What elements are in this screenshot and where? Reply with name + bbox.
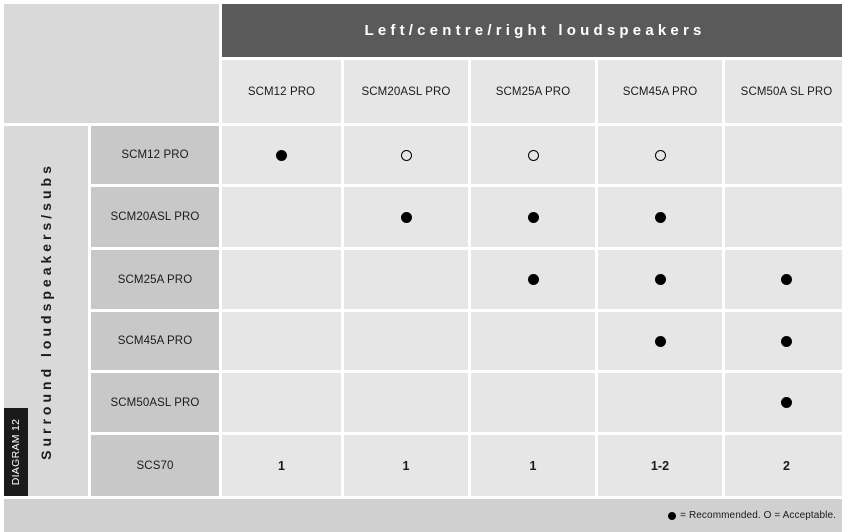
filled-circle-icon bbox=[528, 274, 539, 285]
column-header: SCM12 PRO bbox=[222, 60, 341, 123]
matrix-cell bbox=[725, 312, 842, 370]
filled-circle-icon bbox=[276, 150, 287, 161]
filled-circle-icon bbox=[655, 212, 666, 223]
column-header: SCM20ASL PRO bbox=[344, 60, 468, 123]
recommended-icon bbox=[668, 512, 676, 520]
table-corner bbox=[4, 4, 219, 123]
matrix-cell bbox=[471, 126, 595, 184]
matrix-cell bbox=[222, 373, 341, 432]
quantity-value: 1 bbox=[277, 458, 286, 473]
matrix-cell bbox=[222, 312, 341, 370]
row-header: SCM20ASL PRO bbox=[91, 187, 219, 247]
quantity-value: 1 bbox=[402, 458, 410, 473]
matrix-cell bbox=[344, 312, 468, 370]
diagram-label: DIAGRAM 12 bbox=[10, 418, 22, 486]
column-group-title: Left/centre/right loudspeakers bbox=[222, 4, 842, 57]
filled-circle-icon bbox=[781, 336, 792, 347]
matrix-cell bbox=[598, 250, 722, 309]
filled-circle-icon bbox=[401, 212, 412, 223]
filled-circle-icon bbox=[655, 274, 666, 285]
matrix-cell bbox=[222, 250, 341, 309]
matrix-cell bbox=[725, 435, 842, 496]
row-header: SCM25A PRO bbox=[91, 250, 219, 309]
row-header: SCM45A PRO bbox=[91, 312, 219, 370]
diagram-label-tab bbox=[4, 408, 28, 496]
matrix-cell bbox=[725, 250, 842, 309]
column-header: SCM25A PRO bbox=[471, 60, 595, 123]
matrix-cell bbox=[222, 126, 341, 184]
matrix-cell bbox=[598, 187, 722, 247]
compatibility-table bbox=[4, 4, 838, 527]
quantity-value: 1 bbox=[529, 458, 537, 473]
matrix-cell bbox=[471, 373, 595, 432]
matrix-cell bbox=[471, 312, 595, 370]
matrix-cell bbox=[344, 435, 468, 496]
open-circle-icon bbox=[528, 150, 539, 161]
filled-circle-icon bbox=[655, 336, 666, 347]
matrix-cell bbox=[222, 187, 341, 247]
filled-circle-icon bbox=[781, 274, 792, 285]
matrix-cell bbox=[598, 435, 722, 496]
legend-text: = Recommended. O = Acceptable. bbox=[680, 510, 836, 521]
row-header: SCM50ASL PRO bbox=[91, 373, 219, 432]
row-header: SCS70 bbox=[91, 435, 219, 496]
matrix-cell bbox=[344, 187, 468, 247]
matrix-cell bbox=[725, 126, 842, 184]
matrix-cell bbox=[471, 435, 595, 496]
filled-circle-icon bbox=[528, 212, 539, 223]
quantity-value: 2 bbox=[782, 458, 791, 473]
open-circle-icon bbox=[655, 150, 666, 161]
matrix-cell bbox=[222, 435, 341, 496]
matrix-cell bbox=[725, 187, 842, 247]
matrix-cell bbox=[725, 373, 842, 432]
column-header: SCM50A SL PRO bbox=[725, 60, 842, 123]
column-header: SCM45A PRO bbox=[598, 60, 722, 123]
matrix-cell bbox=[344, 373, 468, 432]
matrix-cell bbox=[471, 250, 595, 309]
matrix-cell bbox=[598, 312, 722, 370]
row-group-bar bbox=[4, 126, 88, 496]
matrix-cell bbox=[598, 373, 722, 432]
row-group-title: Surround loudspeakers/subs bbox=[38, 162, 54, 460]
matrix-cell bbox=[598, 126, 722, 184]
legend bbox=[4, 499, 842, 532]
matrix-cell bbox=[344, 126, 468, 184]
matrix-cell bbox=[471, 187, 595, 247]
filled-circle-icon bbox=[781, 397, 792, 408]
open-circle-icon bbox=[401, 150, 412, 161]
matrix-cell bbox=[344, 250, 468, 309]
quantity-value: 1-2 bbox=[650, 458, 670, 473]
row-header: SCM12 PRO bbox=[91, 126, 219, 184]
